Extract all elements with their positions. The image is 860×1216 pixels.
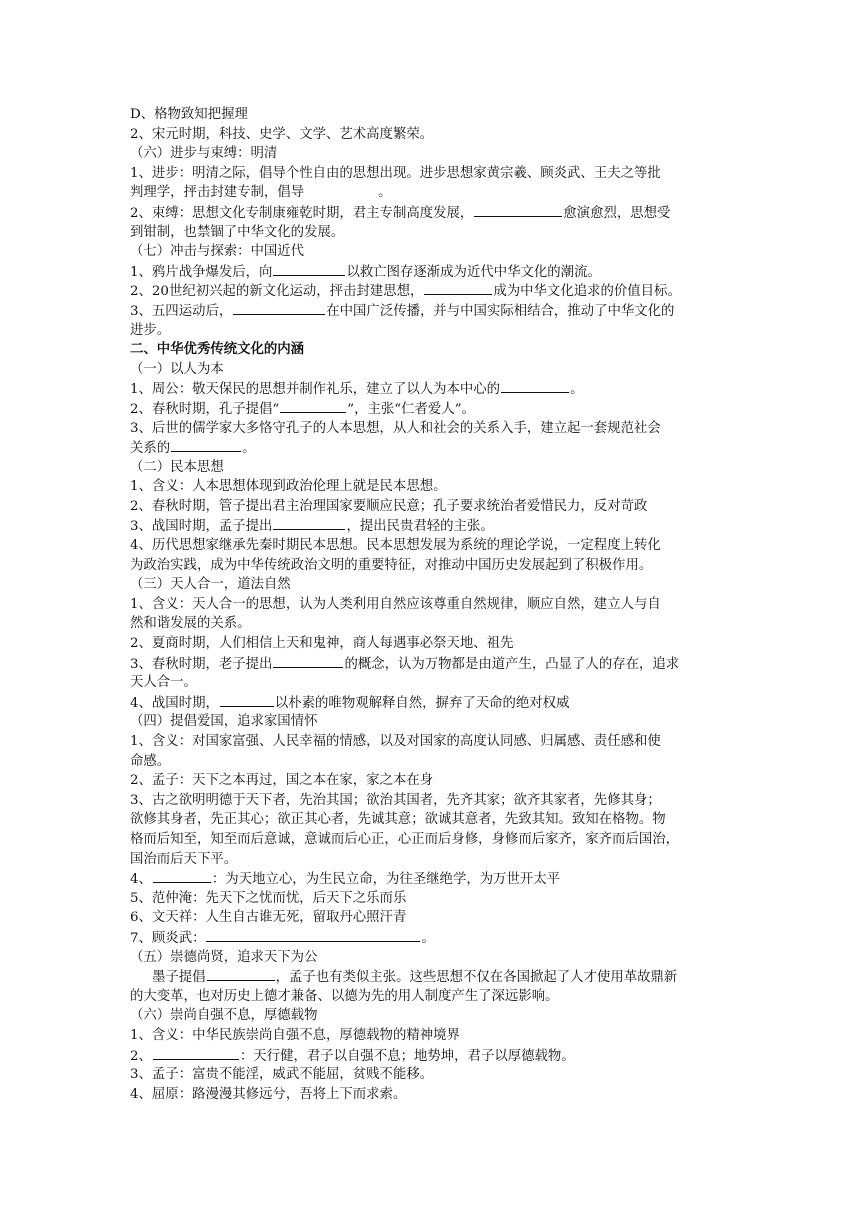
fill-in-blank [424, 281, 492, 295]
fill-in-blank [273, 262, 345, 276]
line-text: 进步。 [130, 322, 171, 338]
text-line [130, 928, 740, 948]
text-line [130, 712, 740, 732]
line-text-continued: 。 [378, 185, 392, 201]
line-text: （二）民本思想 [130, 459, 224, 475]
text-line [130, 516, 740, 536]
fill-in-blank [305, 183, 377, 196]
text-line [130, 1006, 740, 1026]
line-text: 1、含义：中华民族崇尚自强不息，厚德载物的精神境界 [130, 1027, 460, 1043]
text-line [130, 203, 740, 223]
text-line [130, 321, 740, 341]
text-line [130, 242, 740, 262]
text-line [130, 144, 740, 164]
line-text-continued: 的概念，认为万物都是由道产生，凸显了人的存在，追求 [344, 656, 680, 672]
text-line [130, 595, 740, 615]
section-heading [130, 340, 740, 360]
text-line [130, 908, 740, 928]
text-line [130, 634, 740, 654]
line-text: 4、 [130, 872, 152, 888]
text-line [130, 536, 740, 556]
line-text: 2、春秋时期，管子提出君主治理国家要顺应民意；孔子要求统治者爱惜民力，反对苛政 [130, 498, 648, 514]
text-line [130, 477, 740, 497]
text-line [130, 869, 740, 889]
text-line [130, 1046, 740, 1066]
text-line [130, 732, 740, 752]
line-text-continued: ”，主张“仁者爱人”。 [347, 401, 475, 417]
text-line [130, 419, 740, 439]
text-line [130, 223, 740, 243]
line-text: （五）崇德尚贤，追求天下为公 [130, 949, 318, 965]
line-text: 7、顾炎武： [130, 930, 206, 946]
text-line [130, 791, 740, 811]
fill-in-blank [501, 379, 569, 393]
line-text: 欲修其身者，先正其心；欲正其心者，先诚其意；欲诚其意者，先致其知。致知在格物。物 [130, 812, 666, 828]
text-line [130, 967, 740, 987]
line-text: 3、战国时期，孟子提出 [130, 519, 273, 535]
line-text-continued: 成为中华文化追求的价值目标。 [493, 284, 681, 300]
line-text-continued: ：为天地立心，为生民立命，为往圣继绝学，为万世开太平 [211, 872, 561, 888]
text-line [130, 164, 740, 184]
line-text-continued: ：天行健，君子以自强不息；地势坤，君子以厚德载物。 [239, 1048, 575, 1064]
text-line [130, 693, 740, 713]
line-text-continued: 愈演愈烈，思想受 [563, 205, 671, 221]
line-text-continued: ，孟子也有类似主张。这些思想不仅在各国掀起了人才使用革故鼎新 [275, 970, 678, 986]
text-line [130, 262, 740, 282]
line-text: 2、夏商时期，人们相信上天和鬼神，商人每遇事必祭天地、祖先 [130, 636, 514, 652]
text-line [130, 399, 740, 419]
fill-in-blank [280, 399, 346, 413]
line-text: （一）以人为本 [130, 361, 224, 377]
text-line [130, 458, 740, 478]
line-text: 1、周公：敬天保民的思想并制作礼乐，建立了以人为本中心的 [130, 382, 501, 398]
text-line [130, 379, 740, 399]
line-text-continued: 。 [242, 441, 256, 457]
text-line [130, 830, 740, 850]
fill-in-blank [220, 693, 274, 707]
text-line [130, 673, 740, 693]
line-text: 然和谐发展的关系。 [130, 616, 251, 632]
line-text-continued: 。 [570, 382, 584, 398]
text-line [130, 654, 740, 674]
line-text: （六）进步与束缚：明清 [130, 146, 278, 162]
text-line [130, 850, 740, 870]
text-line [130, 771, 740, 791]
text-line [130, 301, 740, 321]
line-text: 1、含义：人本思想体现到政治伦理上就是民本思想。 [130, 479, 447, 495]
text-line [130, 575, 740, 595]
line-text: 2、20世纪初兴起的新文化运动，抨击封建思想， [130, 284, 424, 300]
line-text: 的大变革，也对历史上德才兼备、以德为先的用人制度产生了深远影响。 [130, 988, 559, 1004]
line-text-continued: 以朴素的唯物观解释自然，摒弃了天命的绝对权威 [274, 695, 570, 711]
line-text: 3、后世的儒学家大多恪守孔子的人本思想，从人和社会的关系入手，建立起一套规范社会 [130, 420, 661, 436]
fill-in-blank [153, 1046, 239, 1060]
line-text: 3、古之欲明明德于天下者，先治其国；欲治其国者，先齐其家；欲齐其家者，先修其身； [130, 792, 661, 808]
text-line [130, 105, 740, 125]
line-text-continued: 以救亡图存逐渐成为近代中华文化的潮流。 [346, 264, 601, 280]
line-text: 1、含义：天人合一的思想，认为人类利用自然应该尊重自然规律，顺应自然，建立人与自 [130, 596, 661, 612]
line-text: 1、含义：对国家富强、人民幸福的情感，以及对国家的高度认同感、归属感、责任感和使 [130, 734, 661, 749]
line-text: 判理学，抨击封建专制，倡导 [130, 185, 305, 201]
fill-in-blank [474, 203, 562, 217]
line-text: （六）崇尚自强不息，厚德载物 [130, 1008, 318, 1024]
line-text-continued: 在中国广泛传播，并与中国实际相结合，推动了中华文化的 [326, 303, 675, 319]
line-text: 3、孟子：富贵不能淫，威武不能屈，贫贱不能移。 [130, 1067, 434, 1083]
fill-in-blank [153, 869, 211, 883]
line-text: 命感。 [130, 753, 171, 769]
line-text: 关系的 [130, 441, 171, 457]
line-text: D、格物致知把握理 [130, 107, 248, 122]
line-text: 到钳制，也禁锢了中华文化的发展。 [130, 224, 345, 240]
line-text: 4、战国时期， [130, 695, 219, 711]
line-text: 1、鸦片战争爆发后，向 [130, 264, 273, 280]
text-line [130, 987, 740, 1007]
text-line [130, 281, 740, 301]
line-text: 3、春秋时期，老子提出 [130, 656, 273, 672]
fill-in-blank [233, 301, 325, 315]
line-text: （四）提倡爱国，追求家国情怀 [130, 714, 318, 730]
line-text: 2、宋元时期，科技、史学、文学、艺术高度繁荣。 [130, 126, 434, 142]
text-line [130, 1065, 740, 1085]
text-line [130, 948, 740, 968]
text-line [130, 1026, 740, 1046]
line-text: 2、束缚：思想文化专制康雍乾时期，君主专制高度发展， [130, 205, 474, 221]
line-text: 天人合一。 [130, 675, 197, 691]
text-line [130, 889, 740, 909]
fill-in-blank [206, 928, 420, 942]
text-line [130, 497, 740, 517]
line-text: （七）冲击与探索：中国近代 [130, 244, 305, 260]
line-text: 4、历代思想家继承先秦时期民本思想。民本思想发展为系统的理论学说，一定程度上转化 [130, 538, 661, 554]
line-text: 墨子提倡 [152, 970, 206, 986]
text-line [130, 614, 740, 634]
line-text-continued: 。 [421, 930, 435, 946]
line-text: 国治而后天下平。 [130, 851, 238, 867]
line-text: 2、春秋时期，孔子提倡“ [130, 401, 280, 417]
fill-in-blank [171, 438, 241, 452]
line-text: 5、范仲淹：先天下之忧而忧，后天下之乐而乐 [130, 890, 407, 906]
text-line [130, 1085, 740, 1105]
line-text-continued: ，提出民贵君轻的主张。 [346, 519, 494, 535]
line-text: 6、文天祥：人生自古谁无死，留取丹心照汗青 [130, 910, 407, 926]
line-text: 2、孟子：天下之本再过，国之本在家，家之本在身 [130, 773, 434, 789]
text-line [130, 360, 740, 380]
line-text: 3、五四运动后， [130, 303, 233, 319]
line-text: 二、中华优秀传统文化的内涵 [130, 341, 305, 358]
text-line [130, 125, 740, 145]
line-text: 格而后知至，知至而后意诚，意诚而后心正，心正而后身修，身修而后家齐，家齐而后国治， [130, 831, 680, 847]
fill-in-blank [273, 516, 345, 530]
text-line [130, 752, 740, 772]
text-line [130, 810, 740, 830]
line-text: 为政治实践，成为中华传统政治文明的重要特征，对推动中国历史发展起到了积极作用。 [130, 557, 653, 573]
text-line [130, 556, 740, 576]
fill-in-blank [273, 654, 343, 668]
text-line [130, 183, 740, 203]
text-line [130, 438, 740, 458]
line-text: 2、 [130, 1048, 152, 1064]
fill-in-blank [207, 967, 275, 981]
line-text: 1、进步：明清之际，倡导个性自由的思想出现。进步思想家黄宗羲、顾炎武、王夫之等批 [130, 165, 661, 181]
line-text: （三）天人合一，道法自然 [130, 577, 291, 593]
line-text: 4、屈原：路漫漫其修远兮，吾将上下而求索。 [130, 1086, 407, 1102]
